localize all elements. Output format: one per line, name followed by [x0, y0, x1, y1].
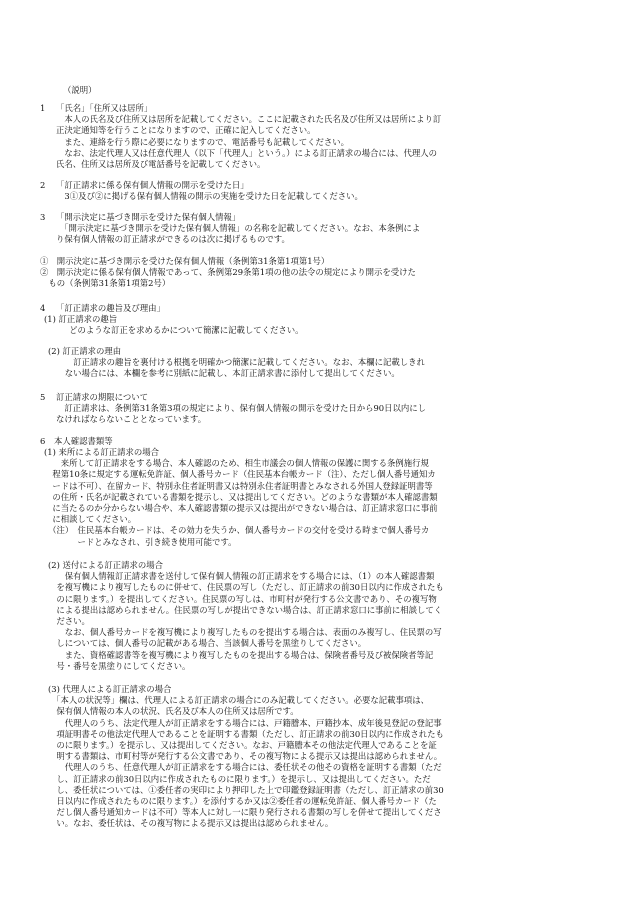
section-6-p1-line: (1) 来所による訂正請求の場合: [44, 447, 160, 457]
section-6-p1-line: 来所して訂正請求をする場合、本人確認のため、相生市議会の個人情報の保護に関する条例施行規: [44, 458, 429, 469]
section-6-p2-line: なお、個人番号カードを複写機により複写したものを提出する場合は、表面のみ複写し、住民票の写: [48, 627, 442, 638]
section-6-p3-line: だし個人番号通知カードは不可）等本人に対し一に限り発行される書類の写しを併せて提出してくださ: [48, 807, 442, 818]
section-6-title: 本人確認書類等: [54, 436, 113, 446]
section-3: [56, 212, 588, 246]
section-3-item: ② 開示決定に係る保有個人情報であって、条例第29条第1項の他の法令の規定により開示を受けた: [40, 267, 416, 278]
section-4-line: どのような訂正を求めるかについて簡潔に記載してください。: [44, 325, 304, 336]
section-5-line: 訂正請求は、条例第31条第3項の規定により、保有個人情報の開示を受けた日から90日以内にし: [56, 403, 427, 414]
section-6-p2-line: (2) 送付による訂正請求の場合: [48, 560, 164, 570]
section-6-p1-line: に相談してください。: [44, 514, 137, 525]
section-6-p2-line: ださい。: [48, 616, 90, 627]
section-6-p2-line: による提出は認められません。住民票の写しが提出できない場合は、訂正請求窓口に事前に相談してく: [48, 604, 443, 615]
section-5-line: 訂正請求の期限について: [56, 392, 148, 402]
section-2: [56, 180, 588, 202]
section-6-p1-line: 程第10条に規定する運転免許証、個人番号カード（住民基本台帳カード（注）、ただし個人番号通知カ: [44, 469, 436, 480]
section-6-p1-line: （注） 住民基本台帳カードは、その効力を失うか、個人番号カードの交付を受ける時まで個人番号カ: [44, 525, 430, 536]
section-6-p3-line: 日以内に作成されたものに限ります。）を添付するか又は②委任者の運転免許証、個人番号カード（た: [48, 796, 437, 807]
section-1-line: なお、法定代理人又は任意代理人（以下「代理人」という。）による訂正請求の場合には、代理人の: [56, 147, 438, 158]
section-4-number: 4: [40, 303, 46, 313]
section-6-p3-line: 代理人のうち、法定代理人が訂正請求をする場合には、戸籍謄本、戸籍抄本、成年後見登記の登記事: [48, 717, 442, 728]
header-label: （説明）: [63, 85, 97, 95]
section-1: [56, 103, 588, 170]
section-6-p2-line: また、資格確認書等を複写機により複写したものを提出する場合は、保険者番号及び被保険者等記: [48, 649, 434, 660]
section-6-p3-line: し、訂正請求の前30日以内に作成されたものに限ります。）を提示し、又は提出してください。ただ: [48, 773, 431, 784]
section-1-line: 氏名、住所又は居所及び電話番号を記載してください。: [56, 159, 266, 170]
section-6-part-1: [44, 447, 588, 548]
section-4-line: 「訂正請求の趣旨及び理由」: [56, 303, 165, 313]
section-4: [44, 303, 588, 337]
section-6-p3-line: し、委任状については、①委任者の実印により押印した上で印鑑登録証明書（ただし、訂正請求の前30: [48, 784, 444, 795]
section-6-p3-line: 保有個人情報の本人の状況、氏名及び本人の住所又は居所です。: [48, 706, 299, 717]
section-6-p3-line: 代理人のうち、任意代理人が訂正請求をする場合には、委任状その他その資格を証明する書類（ただ: [48, 762, 442, 773]
section-6-p2-line: 保有個人情報訂正請求書を送付して保有個人情報の訂正請求をする場合には、（1）の本人確認書類: [48, 571, 435, 582]
section-5: [56, 392, 588, 426]
section-6-part-2: [48, 560, 588, 672]
section-2-line: 「訂正請求に係る保有個人情報の開示を受けた日」: [56, 180, 249, 190]
section-6-p2-line: 号・番号を黒塗りにしてください。: [48, 660, 191, 671]
section-6-p1-line: ードは不可）、在留カード、特別永住者証明書又は特別永住者証明書とみなされる外国人登録証明書等: [44, 480, 433, 491]
section-2-number: 2: [40, 180, 46, 190]
section-3-item: ① 開示決定に基づき開示を受けた保有個人情報（条例第31条第1項第1号）: [40, 256, 330, 266]
section-6-p2-line: しについては、個人番号の記載がある場合、当該個人番号を黒塗りしてください。: [48, 638, 367, 649]
section-6-p1-line: に当たるのか分からない場合や、本人確認書類の提示又は提出ができない場合は、訂正請求窓口に事前: [44, 503, 438, 514]
section-1-number: 1: [40, 103, 46, 113]
section-6-p3-line: (3) 代理人による訂正請求の場合: [48, 684, 172, 694]
section-3-line: り保有個人情報の訂正請求ができるのは次に掲げるものです。: [56, 234, 290, 245]
section-2-line: 3①及び②に掲げる保有個人情報の開示の実施を受けた日を記載してください。: [56, 191, 363, 202]
section-1-line: 本人の氏名及び住所又は居所を記載してください。ここに記載された氏名及び住所又は居所により訂: [56, 114, 442, 125]
section-4-sub2-line: 訂正請求の趣旨を裏付ける根拠を明確かつ簡潔に記載してください。なお、本欄に記載しきれ: [48, 357, 425, 368]
section-3-item: もの（条例第31条第1項第2号）: [40, 278, 171, 289]
section-4-sub2-line: (2) 訂正請求の理由: [48, 346, 122, 356]
section-4-sub2: [48, 346, 588, 380]
section-4-line: (1) 訂正請求の趣旨: [44, 314, 118, 325]
section-6-p3-line: のに限ります。）を提示し、又は提出してください。なお、戸籍謄本その他法定代理人であることを証: [48, 740, 437, 751]
section-6-part-3: [48, 684, 588, 830]
section-3-number: 3: [40, 212, 46, 222]
section-6-p3-line: い。なお、委任状は、その複写物による提示又は提出は認められません。: [48, 818, 334, 829]
section-6-p3-line: 「本人の状況等」欄は、代理人による訂正請求の場合にのみ記載してください。必要な記載事項は、: [48, 695, 430, 706]
section-5-line: なければならないこととなっています。: [56, 414, 207, 425]
section-6-p1-line: の住所・氏名が記載されている書類を提示し、又は提出してください。どのような書類が本人確認書類: [44, 491, 438, 502]
section-6-p2-line: を複写機により複写したものに併せて、住民票の写し（ただし、訂正請求の前30日以内に作成されたも: [48, 582, 444, 593]
section-3-items: [40, 256, 588, 290]
section-1-line: また、連絡を行う際に必要になりますので、電話番号も記載してください。: [56, 136, 349, 147]
section-5-number: 5: [40, 392, 46, 402]
section-1-line: 「氏名」「住所又は居所」: [56, 103, 153, 113]
section-6-p3-line: 項証明書その他法定代理人であることを証明する書類（ただし、訂正請求の前30日以内に作成されたも: [48, 728, 444, 739]
section-1-line: 正決定通知等を行うことになりますので、正確に記入してください。: [56, 125, 316, 136]
section-6-p3-line: 明する書類は、市町村等が発行する公文書であり、その複写物による提示又は提出は認められません。: [48, 751, 443, 762]
section-6-number: 6: [40, 436, 46, 446]
section-6-p1-line: ードとみなされ、引き続き使用可能です。: [44, 536, 237, 547]
section-6-p2-line: のに限ります。）を提出してください。住民票の写しは、市町村が発行する公文書であり、その複写物: [48, 593, 437, 604]
section-3-line: 「開示決定に基づき開示を受けた保有個人情報」: [56, 212, 241, 222]
section-3-line: 「開示決定に基づき開示を受けた保有個人情報」の名称を記載してください。なお、本条例によ: [56, 223, 421, 234]
section-4-sub2-line: ない場合には、本欄を参考に別紙に記載し、本訂正請求書に添付して提出してください。: [48, 368, 400, 379]
